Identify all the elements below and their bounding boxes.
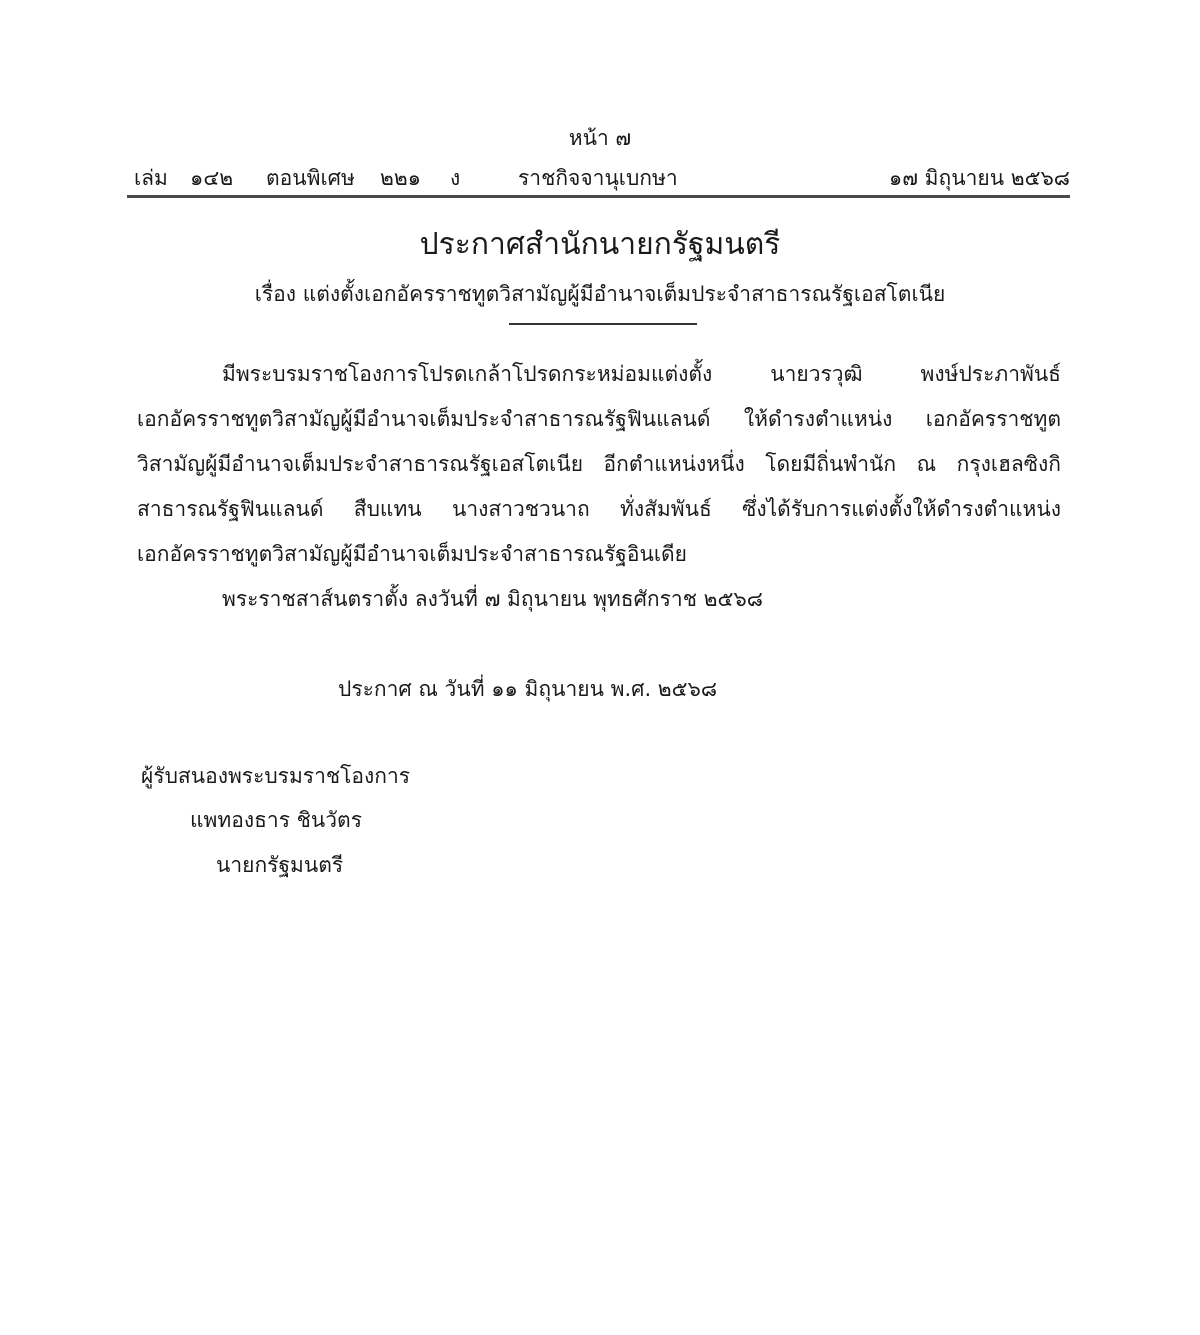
header-volume: เล่ม (134, 166, 168, 190)
signatory-position: นายกรัฐมนตรี (216, 853, 344, 877)
body-line: วิสามัญผู้มีอำนาจเต็มประจำสาธารณรัฐเอสโตเนีย อีกตำแหน่งหนึ่ง โดยมีถิ่นพำนัก ณ กรุงเฮลซิงกิ (137, 452, 1061, 476)
countersign-label: ผู้รับสนองพระบรมราชโองการ (141, 764, 411, 788)
signatory-name: แพทองธาร ชินวัตร (190, 808, 362, 832)
body-line: เอกอัครราชทูตวิสามัญผู้มีอำนาจเต็มประจำสาธารณรัฐฟินแลนด์ ให้ดำรงตำแหน่ง เอกอัครราชทูต (137, 407, 1061, 431)
announcement-date: ประกาศ ณ วันที่ ๑๑ มิถุนายน พ.ศ. ๒๕๖๘ (338, 677, 718, 701)
title-divider (509, 323, 697, 325)
body-line: มีพระบรมราชโองการโปรดเกล้าโปรดกระหม่อมแต่งตั้ง นายวรวุฒิ พงษ์ประภาพันธ์ (222, 362, 1061, 386)
royal-decree-date: พระราชสาส์นตราตั้ง ลงวันที่ ๗ มิถุนายน พุทธศักราช ๒๕๖๘ (222, 587, 763, 611)
body-line: สาธารณรัฐฟินแลนด์ สืบแทน นางสาวชวนาถ ทั่งสัมพันธ์ ซึ่งได้รับการแต่งตั้งให้ดำรงตำแหน่ง (137, 497, 1061, 521)
header-date: ๑๗ มิถุนายน ๒๕๖๘ (888, 166, 1070, 190)
document-title: ประกาศสำนักนายกรัฐมนตรี (419, 227, 781, 262)
header-section-number: ๒๒๑ (380, 166, 422, 190)
header-section-letter: ง (450, 166, 461, 190)
header-publication: ราชกิจจานุเบกษา (518, 166, 678, 190)
document-subject: เรื่อง แต่งตั้งเอกอัครราชทูตวิสามัญผู้มีอำนาจเต็มประจำสาธารณรัฐเอสโตเนีย (254, 282, 946, 306)
body-line: เอกอัครราชทูตวิสามัญผู้มีอำนาจเต็มประจำสาธารณรัฐอินเดีย (137, 542, 687, 566)
header-rule (127, 195, 1070, 198)
header-section: ตอนพิเศษ (266, 166, 355, 190)
header-volume-number: ๑๔๒ (190, 166, 234, 190)
page-number: หน้า ๗ (568, 126, 632, 150)
